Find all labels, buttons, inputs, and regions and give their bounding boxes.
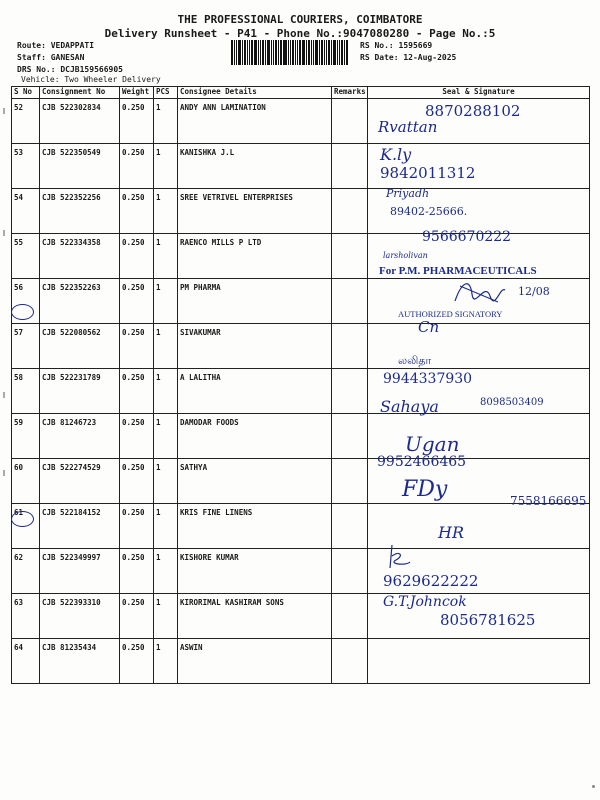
- barcode-bar: [244, 40, 246, 65]
- barcode-bar: [313, 40, 314, 65]
- handwritten-signature: K.ly: [380, 145, 412, 164]
- row-weight: 0.250: [120, 639, 154, 684]
- row-consignee: ANDY ANN LAMINATION: [178, 99, 332, 144]
- row-consignee: SREE VETRIVEL ENTERPRISES: [178, 189, 332, 234]
- barcode-bar: [324, 40, 325, 65]
- row-consignee: KISHORE KUMAR: [178, 549, 332, 594]
- scan-mark: [3, 230, 5, 236]
- barcode-bar: [236, 40, 237, 65]
- barcode-bar: [333, 40, 336, 65]
- barcode: [231, 40, 349, 65]
- table-row: [12, 639, 590, 684]
- handwritten-signature: Priyadh: [386, 187, 430, 200]
- stamp-signature-icon: [450, 276, 510, 306]
- handwritten-phone: 89402-25666.: [390, 205, 468, 218]
- table-row: [12, 144, 590, 189]
- row-signature-cell: [368, 414, 590, 459]
- row-remarks: [332, 99, 368, 144]
- barcode-bar: [249, 40, 250, 65]
- row-remarks: [332, 414, 368, 459]
- handwritten-phone: 9952466465: [377, 454, 467, 470]
- row-pcs: 1: [154, 459, 178, 504]
- row-consignment-no: CJB 81246723: [40, 414, 120, 459]
- row-sno: 53: [12, 144, 40, 189]
- drs-number: DRS No.: DCJB159566905: [17, 65, 123, 74]
- row-consignment-no: CJB 81235434: [40, 639, 120, 684]
- handwritten-signature: FDy: [402, 477, 448, 502]
- barcode-bar: [299, 40, 301, 65]
- row-sno: 61: [12, 504, 40, 549]
- barcode-bar: [271, 40, 272, 65]
- rs-date: RS Date: 12-Aug-2025: [360, 53, 457, 62]
- scan-mark: [3, 470, 5, 476]
- barcode-bar: [254, 40, 257, 65]
- row-pcs: 1: [154, 234, 178, 279]
- row-consignee: PM PHARMA: [178, 279, 332, 324]
- col-consignment: Consignment No: [40, 87, 120, 99]
- row-sno: 57: [12, 324, 40, 369]
- row-weight: 0.250: [120, 99, 154, 144]
- row-sno: 60: [12, 459, 40, 504]
- row-sno: 64: [12, 639, 40, 684]
- barcode-bar: [346, 40, 348, 65]
- col-sno: S No: [12, 87, 40, 99]
- circled-mark: [11, 511, 34, 527]
- table-row: [12, 324, 590, 369]
- table-row: [12, 459, 590, 504]
- row-remarks: [332, 234, 368, 279]
- barcode-bar: [267, 40, 270, 65]
- row-consignment-no: CJB 522334358: [40, 234, 120, 279]
- row-weight: 0.250: [120, 324, 154, 369]
- barcode-bar: [337, 40, 338, 65]
- signature-scribble-icon: [384, 542, 414, 570]
- row-remarks: [332, 369, 368, 414]
- barcode-bar: [295, 40, 296, 65]
- col-remarks: Remarks: [332, 87, 368, 99]
- row-pcs: 1: [154, 99, 178, 144]
- col-weight: Weight: [120, 87, 154, 99]
- row-weight: 0.250: [120, 594, 154, 639]
- row-consignment-no: CJB 522393310: [40, 594, 120, 639]
- barcode-bar: [339, 40, 340, 65]
- barcode-bar: [238, 40, 241, 65]
- barcode-bar: [302, 40, 305, 65]
- row-consignee: KIRORIMAL KASHIRAM SONS: [178, 594, 332, 639]
- row-consignee: A LALITHA: [178, 369, 332, 414]
- row-consignment-no: CJB 522231789: [40, 369, 120, 414]
- row-sno: 62: [12, 549, 40, 594]
- row-sno: 55: [12, 234, 40, 279]
- runsheet-table: [11, 86, 590, 684]
- handwritten-signature: Ugan: [405, 432, 460, 456]
- barcode-bar: [247, 40, 248, 65]
- handwritten-phone: 8056781625: [440, 611, 536, 629]
- row-pcs: 1: [154, 369, 178, 414]
- barcode-bar: [262, 40, 264, 65]
- row-consignment-no: CJB 522350549: [40, 144, 120, 189]
- barcode-bar: [319, 40, 320, 65]
- handwritten-signature: larsholivan: [383, 251, 428, 260]
- barcode-bar: [231, 40, 233, 65]
- scan-mark: [3, 108, 5, 114]
- row-consignment-no: CJB 522352263: [40, 279, 120, 324]
- barcode-bar: [321, 40, 323, 65]
- row-pcs: 1: [154, 549, 178, 594]
- scan-mark: [3, 392, 5, 398]
- barcode-bar: [292, 40, 294, 65]
- col-consignee: Consignee Details: [178, 87, 332, 99]
- barcode-bar: [242, 40, 243, 65]
- row-sno: 54: [12, 189, 40, 234]
- row-consignee: RAENCO MILLS P LTD: [178, 234, 332, 279]
- row-remarks: [332, 144, 368, 189]
- row-consignee: ASWIN: [178, 639, 332, 684]
- vehicle-label: Vehicle: Two Wheeler Delivery: [21, 75, 161, 84]
- row-weight: 0.250: [120, 549, 154, 594]
- barcode-bar: [315, 40, 318, 65]
- barcode-bar: [251, 40, 253, 65]
- staff-label: Staff: GANESAN: [17, 53, 85, 62]
- barcode-bar: [258, 40, 259, 65]
- handwritten-phone: 8098503409: [480, 397, 544, 408]
- barcode-bar: [234, 40, 235, 65]
- barcode-bar: [278, 40, 279, 65]
- handwritten-signature: Cn: [418, 318, 440, 336]
- table-row: [12, 549, 590, 594]
- row-weight: 0.250: [120, 144, 154, 189]
- row-sno: 59: [12, 414, 40, 459]
- barcode-bar: [297, 40, 298, 65]
- row-consignment-no: CJB 522352256: [40, 189, 120, 234]
- row-remarks: [332, 549, 368, 594]
- row-weight: 0.250: [120, 459, 154, 504]
- barcode-bar: [326, 40, 327, 65]
- barcode-bar: [328, 40, 330, 65]
- row-consignment-no: CJB 522184152: [40, 504, 120, 549]
- authorized-signatory-stamp: AUTHORIZED SIGNATORY: [398, 309, 503, 319]
- handwritten-signature: HR: [438, 523, 464, 542]
- handwritten-phone: 7558166695: [510, 494, 587, 508]
- row-remarks: [332, 594, 368, 639]
- barcode-bar: [290, 40, 291, 65]
- barcode-bar: [275, 40, 277, 65]
- handwritten-name-tamil: லலிதா: [398, 354, 432, 367]
- barcode-bar: [265, 40, 266, 65]
- row-weight: 0.250: [120, 234, 154, 279]
- row-consignee: SIVAKUMAR: [178, 324, 332, 369]
- handwritten-phone: 8870288102: [425, 102, 521, 120]
- barcode-bar: [306, 40, 307, 65]
- row-consignment-no: CJB 522080562: [40, 324, 120, 369]
- row-pcs: 1: [154, 414, 178, 459]
- row-remarks: [332, 324, 368, 369]
- row-sno: 52: [12, 99, 40, 144]
- circled-mark: [11, 304, 34, 320]
- col-signature: Seal & Signature: [368, 87, 590, 99]
- row-remarks: [332, 504, 368, 549]
- row-remarks: [332, 279, 368, 324]
- row-consignee: KANISHKA J.L: [178, 144, 332, 189]
- handwritten-phone: 9629622222: [383, 572, 479, 590]
- row-pcs: 1: [154, 639, 178, 684]
- row-signature-cell: [368, 639, 590, 684]
- row-pcs: 1: [154, 504, 178, 549]
- handwritten-date: 12/08: [518, 285, 550, 298]
- handwritten-phone: 9944337930: [383, 371, 473, 387]
- row-pcs: 1: [154, 144, 178, 189]
- row-sno: 63: [12, 594, 40, 639]
- row-weight: 0.250: [120, 189, 154, 234]
- handwritten-phone: 9842011312: [380, 164, 476, 182]
- row-consignment-no: CJB 522274529: [40, 459, 120, 504]
- row-consignee: SATHYA: [178, 459, 332, 504]
- row-remarks: [332, 459, 368, 504]
- handwritten-signature: G.T.Johncok: [383, 594, 467, 610]
- row-weight: 0.250: [120, 504, 154, 549]
- barcode-bar: [288, 40, 289, 65]
- scan-dot: [592, 785, 595, 788]
- handwritten-signature: Sahaya: [380, 397, 439, 416]
- barcode-bar: [283, 40, 284, 65]
- table-header-row: [12, 87, 590, 99]
- row-sno: 58: [12, 369, 40, 414]
- table-row: [12, 414, 590, 459]
- rs-number: RS No.: 1595669: [360, 41, 433, 50]
- barcode-bar: [311, 40, 312, 65]
- route-label: Route: VEDAPPATI: [17, 41, 95, 50]
- barcode-bar: [308, 40, 310, 65]
- row-sno: 56: [12, 279, 40, 324]
- barcode-bar: [344, 40, 345, 65]
- row-remarks: [332, 189, 368, 234]
- row-pcs: 1: [154, 189, 178, 234]
- runsheet-subtitle: Delivery Runsheet - P41 - Phone No.:9047080280 - Page No.:5: [104, 27, 496, 40]
- row-consignment-no: CJB 522302834: [40, 99, 120, 144]
- row-weight: 0.250: [120, 279, 154, 324]
- row-pcs: 1: [154, 594, 178, 639]
- row-consignee: DAMODAR FOODS: [178, 414, 332, 459]
- col-pcs: PCS: [154, 87, 178, 99]
- company-title: THE PROFESSIONAL COURIERS, COIMBATORE: [177, 13, 423, 26]
- table-row: [12, 504, 590, 549]
- barcode-bar: [273, 40, 274, 65]
- row-consignment-no: CJB 522349997: [40, 549, 120, 594]
- barcode-bar: [341, 40, 343, 65]
- row-pcs: 1: [154, 324, 178, 369]
- row-pcs: 1: [154, 279, 178, 324]
- barcode-bar: [331, 40, 332, 65]
- company-stamp-text: For P.M. PHARMACEUTICALS: [379, 265, 537, 277]
- row-consignee: KRIS FINE LINENS: [178, 504, 332, 549]
- barcode-bar: [280, 40, 282, 65]
- row-weight: 0.250: [120, 414, 154, 459]
- barcode-bar: [284, 40, 287, 65]
- row-remarks: [332, 639, 368, 684]
- barcode-bar: [260, 40, 261, 65]
- handwritten-signature: Rvattan: [378, 118, 438, 136]
- table-row: [12, 189, 590, 234]
- row-weight: 0.250: [120, 369, 154, 414]
- handwritten-phone: 9566670222: [422, 229, 512, 245]
